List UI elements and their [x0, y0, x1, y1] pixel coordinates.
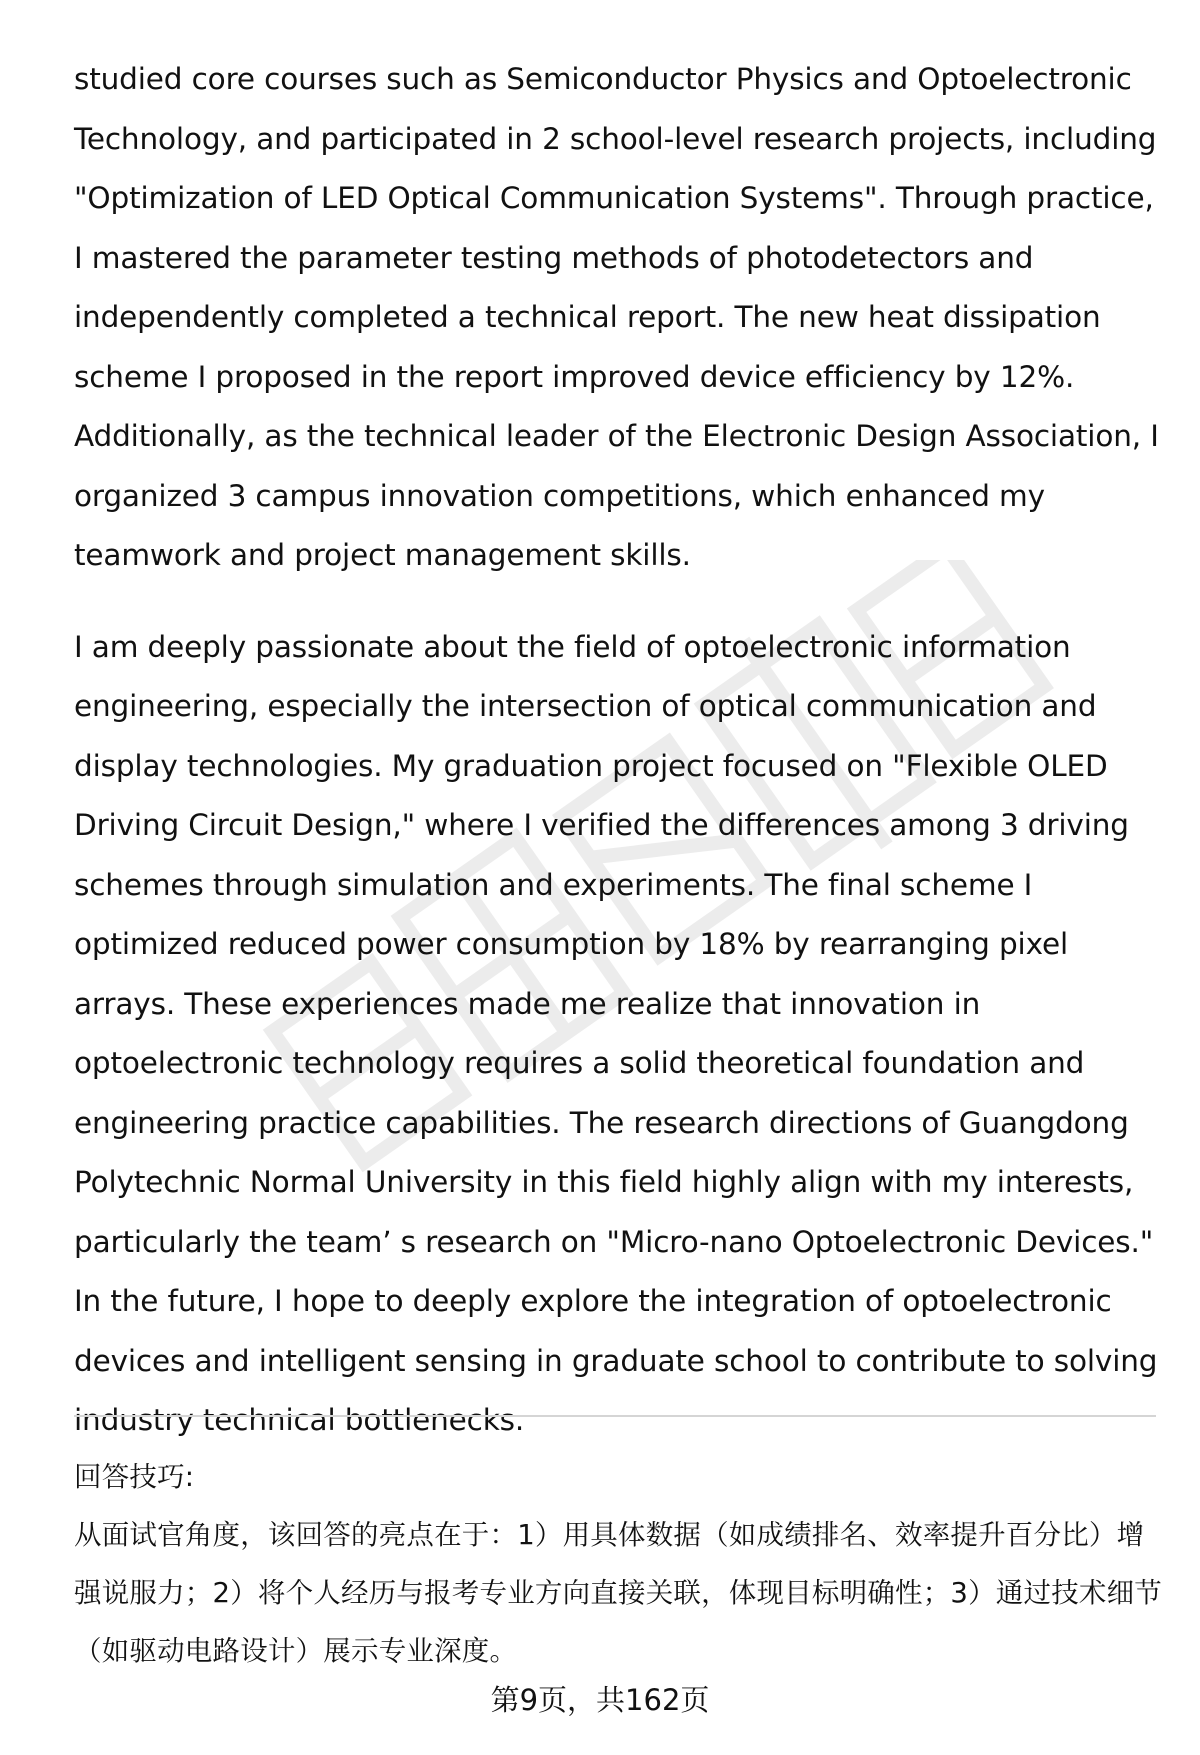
main-content [74, 50, 1164, 1451]
body-paragraph-1: studied core courses such as Semiconductor Physics and Optoelectronic Technology, and participated in 2 school-level research projects, including "Optimization of LED Optical Communication Systems". Through practice, I mastered the parameter testing methods of photodetectors and independently completed a technical report. The new heat dissipation scheme I proposed in the report improved device efficiency by 12%. Additionally, as the technical leader of the Electronic Design Association, I organized 3 campus innovation competitions, which enhanced my teamwork and project management skills. [74, 62, 1159, 572]
answer-tips-section [74, 1448, 1164, 1680]
page-number: 第9页，共162页 [490, 1683, 710, 1717]
section-divider [74, 1415, 1156, 1417]
body-paragraph-2: I am deeply passionate about the field of optoelectronic information engineering, especially the intersection of optical communication and display technologies. My graduation project focused on "Flexible OLED Driving Circuit Design," where I verified the differences among 3 driving schemes through simulation and experiments. The final scheme I optimized reduced power consumption by 18% by rearranging pixel arrays. These experiences made me realize that innovation in optoelectronic technology requires a solid theoretical foundation and engineering practice capabilities. The research directions of Guangdong Polytechnic Normal University in this field highly align with my interests, particularly the team’ s research on "Micro-nano Optoelectronic Devices." In the future, I hope to deeply explore the integration of optoelectronic devices and intelligent sensing in graduate school to contribute to solving industry technical bottlenecks. [74, 629, 1158, 1437]
tips-heading: 回答技巧: [74, 1461, 195, 1493]
tips-body: 从面试官角度，该回答的亮点在于：1）用具体数据（如成绩排名、效率提升百分比）增强说服力；2）将个人经历与报考专业方向直接关联，体现目标明确性；3）通过技术细节（如驱动电路设计）展示专业深度。 [74, 1519, 1162, 1667]
